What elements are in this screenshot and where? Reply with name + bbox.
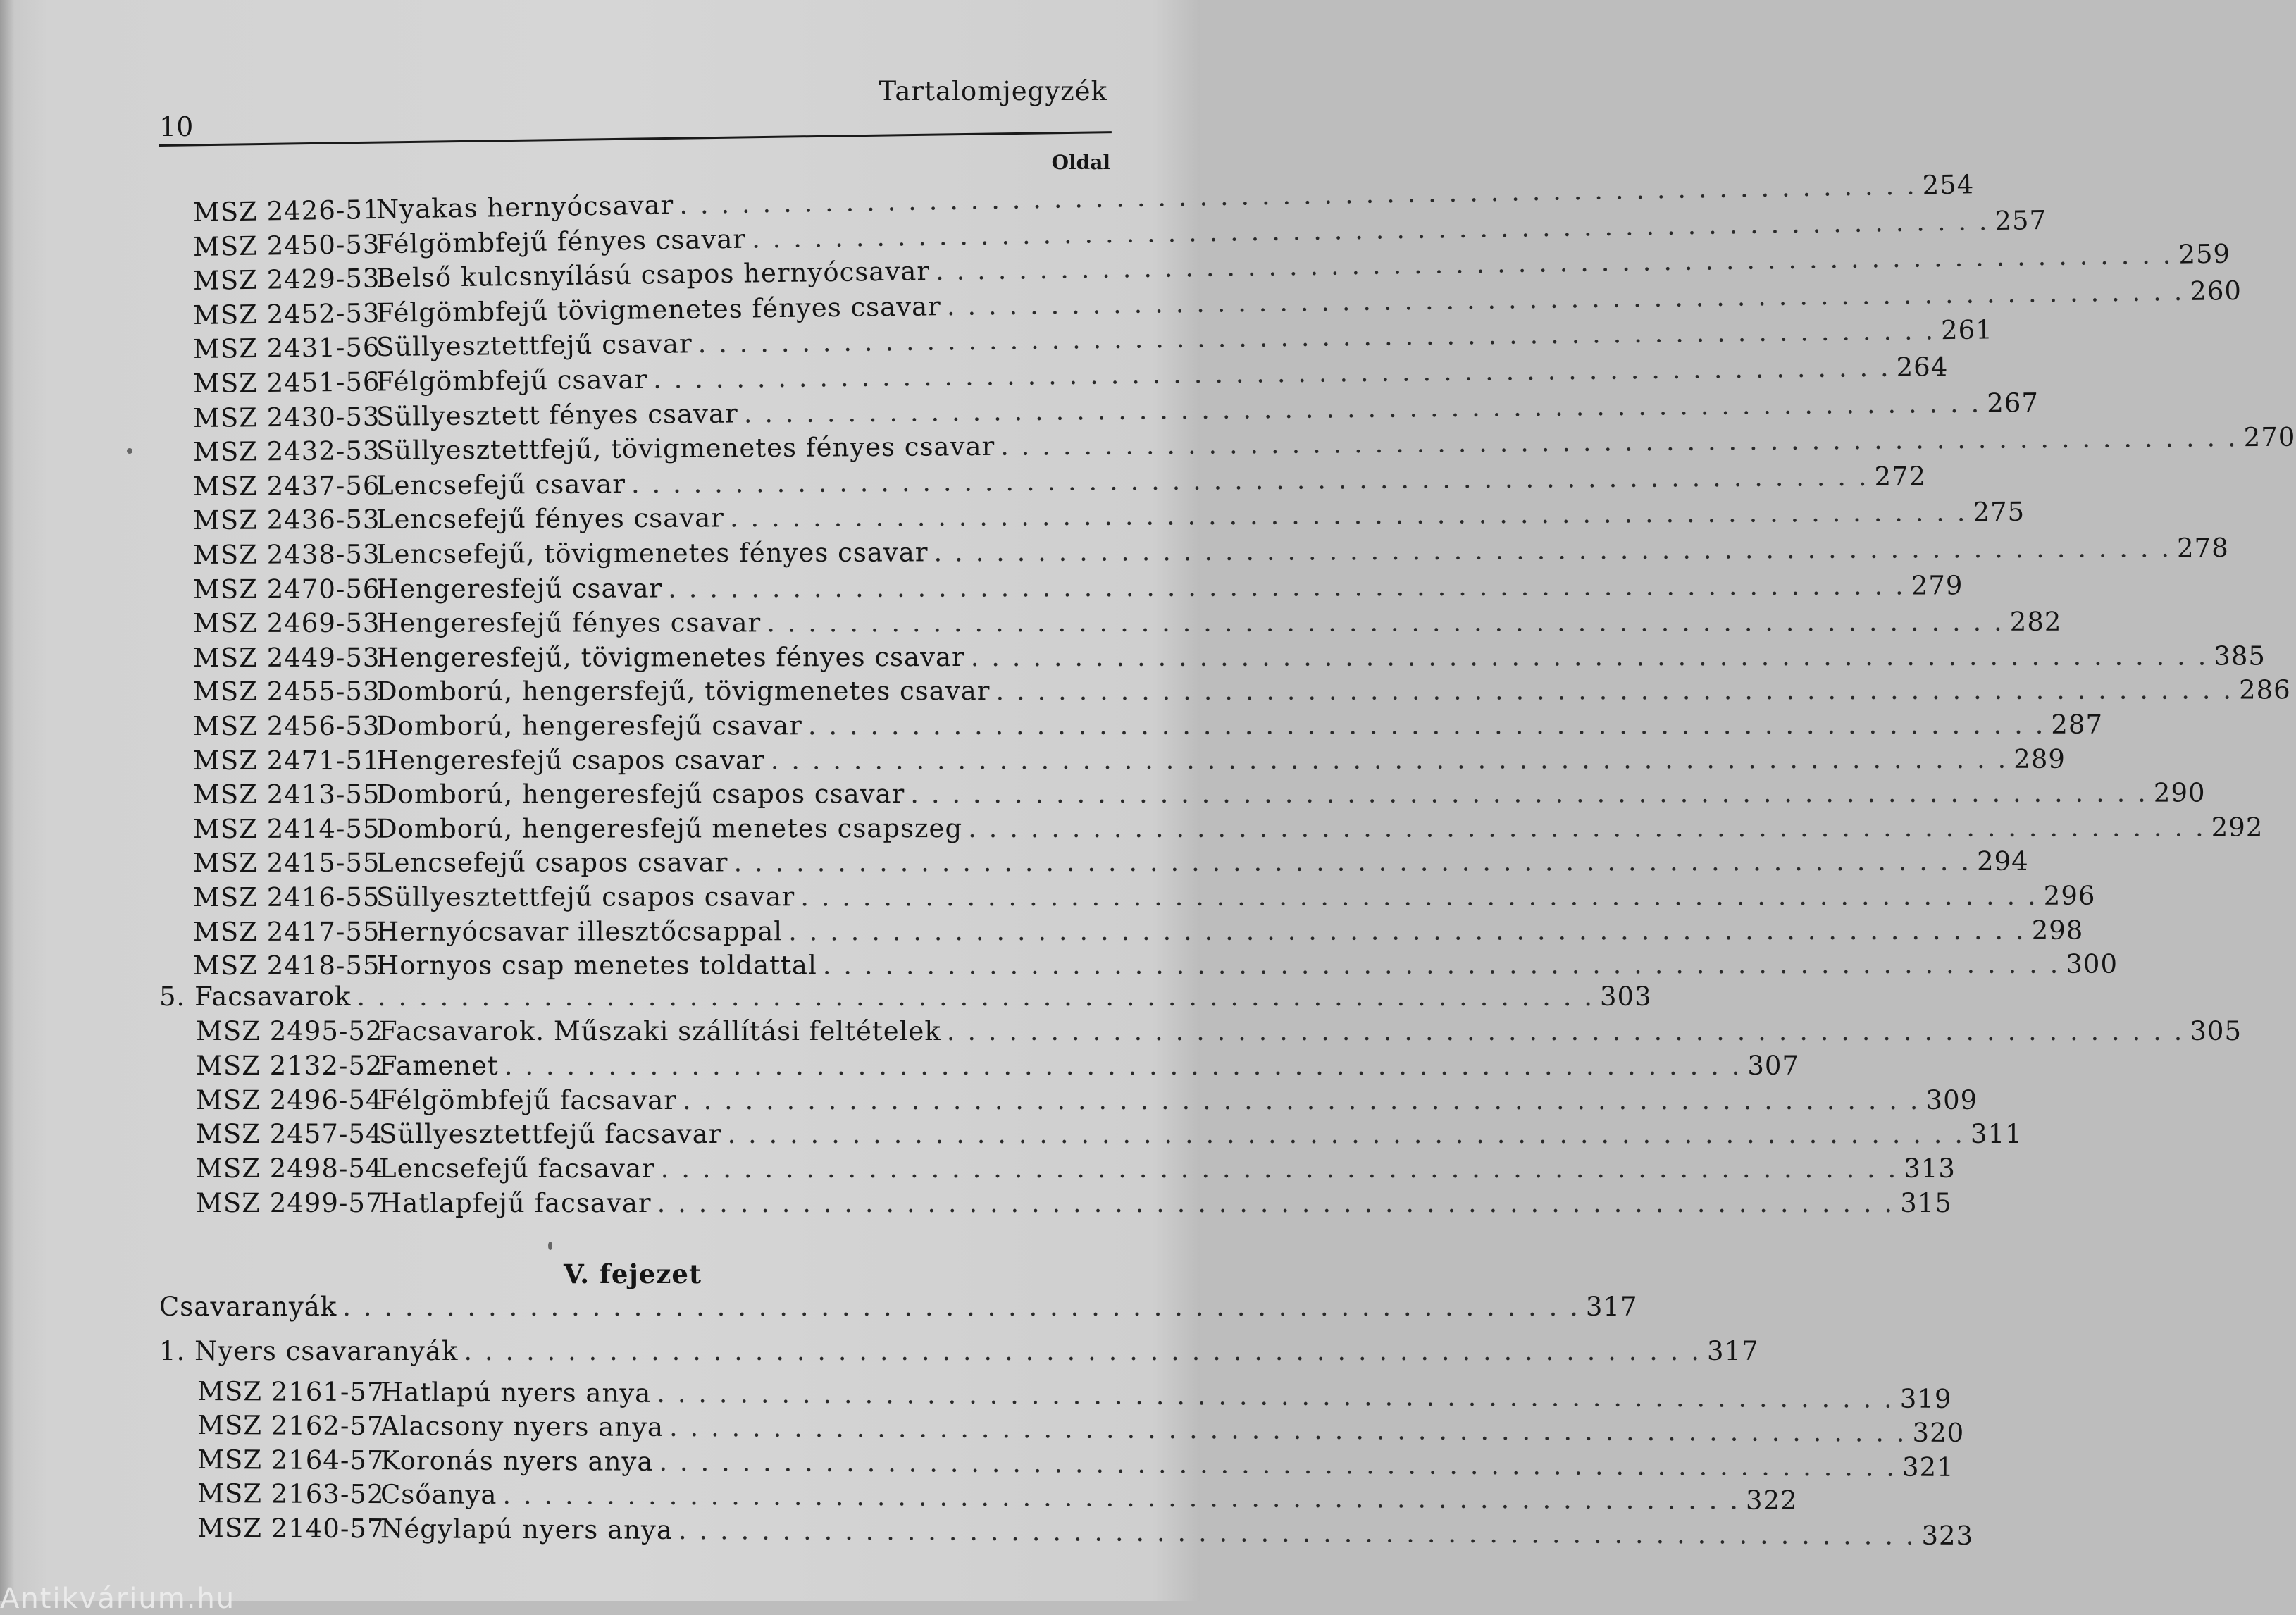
header-rule — [159, 131, 1112, 147]
entry-code: MSZ 2456-53 — [192, 710, 380, 741]
entry-title: Süllyesztettfejű facsavar — [379, 1119, 722, 1150]
toc-entry — [192, 674, 2291, 710]
entry-page-number: 317 — [1585, 1292, 1638, 1322]
entry-title: Domború, hengeresfejű menetes csapszeg — [376, 812, 963, 844]
entry-page-number: 294 — [1977, 846, 2029, 877]
dot-leader: . . . . . . . . . . . . . . . . . . . . . . . . . . . . . . . . . . . . . . . . . . . . . . . . . . . . . . . . . . . . — [968, 812, 2206, 843]
entry-title: Süllyesztettfejű csavar — [376, 328, 693, 363]
entry-title: Hornyos csap menetes toldattal — [376, 950, 817, 981]
entry-code: MSZ 2432-53 — [192, 435, 380, 468]
entry-title: Hatlapfejű facsavar — [379, 1188, 652, 1218]
toc-entry — [192, 532, 2229, 574]
entry-title: 5. Facsavarok — [159, 982, 352, 1012]
entry-code: MSZ 2496-54 — [196, 1084, 383, 1115]
entry-page-number: 279 — [1911, 569, 1963, 601]
dot-leader: . . . . . . . . . . . . . . . . . . . . . . . . . . . . . . . . . . . . . . . . . . . . . . . . . . . . . . . . . . . . — [946, 1016, 2185, 1046]
entry-page-number: 303 — [1600, 982, 1652, 1012]
entry-page-number: 282 — [2009, 606, 2062, 637]
entry-code: MSZ 2469-53 — [192, 607, 380, 639]
entry-code: MSZ 2429-53 — [192, 263, 380, 297]
entry-page-number: 286 — [2239, 674, 2291, 705]
dot-leader: . . . . . . . . . . . . . . . . . . . . . . . . . . . . . . . . . . . . . . . . . . . . . . . . . . . . . . . . . . . . — [733, 846, 1972, 878]
entry-title: Hengeresfejű csavar — [376, 573, 663, 605]
entry-title: Csavaranyák — [159, 1292, 337, 1322]
toc-entry — [196, 1188, 1952, 1222]
entry-code: MSZ 2431-56 — [192, 332, 380, 365]
entry-code: MSZ 2452-53 — [192, 297, 380, 330]
entry-code: MSZ 2430-53 — [192, 401, 380, 433]
entry-title: Lencsefejű csapos csavar — [376, 847, 728, 879]
entry-title: Hengeresfejű csapos csavar — [376, 744, 765, 776]
entry-page-number: 385 — [2214, 641, 2266, 672]
entry-title: Lencsefejű, tövigmenetes fényes csavar — [376, 537, 929, 570]
entry-code: MSZ 2451-56 — [192, 366, 380, 399]
entry-code: MSZ 2163-52 — [197, 1478, 385, 1510]
dot-leader: . . . . . . . . . . . . . . . . . . . . . . . . . . . . . . . . . . . . . . . . . . . . . . . . . . . . . . . . . . . . — [657, 1378, 1894, 1414]
dot-leader: . . . . . . . . . . . . . . . . . . . . . . . . . . . . . . . . . . . . . . . . . . . . . . . . . . . . . . . . . . . . — [727, 1119, 1966, 1150]
entry-code: MSZ 2449-53 — [192, 642, 380, 673]
toc-entry — [196, 1084, 1978, 1119]
toc-entry — [192, 641, 2266, 676]
entry-page-number: 313 — [1904, 1153, 1956, 1184]
entry-page-number: 307 — [1747, 1050, 1800, 1081]
dot-leader: . . . . . . . . . . . . . . . . . . . . . . . . . . . . . . . . . . . . . . . . . . . . . . . . . . . . . . . . . . . . — [910, 777, 2148, 810]
dot-leader: . . . . . . . . . . . . . . . . . . . . . . . . . . . . . . . . . . . . . . . . . . . . . . . . . . . . . . . . . . . . — [678, 170, 1917, 221]
dot-leader: . . . . . . . . . . . . . . . . . . . . . . . . . . . . . . . . . . . . . . . . . . . . . . . . . . . . . . . . . . . . — [822, 948, 2061, 981]
toc-entry — [192, 846, 2029, 881]
dot-leader: . . . . . . . . . . . . . . . . . . . . . . . . . . . . . . . . . . . . . . . . . . . . . . . . . . . . . . . . . . . . — [652, 352, 1891, 395]
toc-entry — [192, 606, 2062, 642]
entry-code: MSZ 2417-55 — [192, 916, 380, 947]
entry-page-number: 317 — [1706, 1336, 1759, 1366]
entry-page-number: 272 — [1874, 461, 1927, 492]
entry-title: Hengeresfejű, tövigmenetes fényes csavar — [376, 641, 965, 673]
dot-leader: . . . . . . . . . . . . . . . . . . . . . . . . . . . . . . . . . . . . . . . . . . . . . . . . . . . . . . . . . . . . — [504, 1050, 1742, 1081]
entry-title: Félgömbfejű tövigmenetes fényes csavar — [376, 291, 942, 328]
entry-title: Domború, hengersfejű, tövigmenetes csavar — [376, 676, 991, 707]
entry-title: Félgömbfejű facsavar — [379, 1084, 677, 1115]
toc-entry — [192, 777, 2206, 813]
toc-entry — [192, 387, 2040, 437]
entry-page-number: 292 — [2211, 812, 2264, 843]
entry-page-number: 323 — [1921, 1520, 1974, 1551]
entry-title: Félgömbfejű csavar — [376, 364, 648, 397]
dot-leader: . . . . . . . . . . . . . . . . . . . . . . . . . . . . . . . . . . . . . . . . . . . . . . . . . . . . . . . . . . . . — [356, 982, 1594, 1012]
entry-code: MSZ 2495-52 — [196, 1016, 383, 1046]
entry-title: Belső kulcsnyílású csapos hernyócsavar — [376, 256, 931, 294]
dot-leader: . . . . . . . . . . . . . . . . . . . . . . . . . . . . . . . . . . . . . . . . . . . . . . . . . . . . . . . . . . . . — [935, 239, 2173, 287]
entry-code: MSZ 2416-55 — [192, 881, 380, 912]
toc-entry — [196, 1016, 2242, 1050]
entry-code: MSZ 2471-51 — [192, 745, 380, 776]
running-title: Tartalomjegyzék — [879, 76, 1107, 106]
entry-title: Hernyócsavar illesztőcsappal — [376, 915, 783, 947]
dot-leader: . . . . . . . . . . . . . . . . . . . . . . . . . . . . . . . . . . . . . . . . . . . . . . . . . . . . . . . . . . . . — [807, 709, 2046, 741]
toc-entry — [197, 1444, 1954, 1483]
entry-code: MSZ 2455-53 — [192, 676, 380, 707]
entry-code: MSZ 2162-57 — [197, 1410, 385, 1442]
entry-code: MSZ 2437-56 — [192, 470, 380, 502]
entry-page-number: 267 — [1987, 387, 2040, 419]
entry-code: MSZ 2418-55 — [192, 950, 380, 982]
entry-code: MSZ 2470-56 — [192, 573, 380, 605]
entry-page-number: 261 — [1940, 314, 1993, 346]
dot-leader: . . . . . . . . . . . . . . . . . . . . . . . . . . . . . . . . . . . . . . . . . . . . . . . . . . . . . . . . . . . . — [697, 315, 1936, 359]
entry-title: Lencsefejű csavar — [376, 469, 626, 501]
entry-page-number: 275 — [1973, 497, 2025, 528]
entry-page-number: 257 — [1994, 204, 2047, 236]
entry-code: MSZ 2415-55 — [192, 848, 380, 879]
entry-title: Süllyesztettfejű, tövigmenetes fényes csavar — [376, 431, 995, 466]
dot-leader: . . . . . . . . . . . . . . . . . . . . . . . . . . . . . . . . . . . . . . . . . . . . . . . . . . . . . . . . . . . . — [751, 205, 1990, 254]
section-heading-row — [159, 982, 1652, 1015]
entry-page-number: 278 — [2176, 532, 2229, 564]
entry-page-number: 290 — [2153, 777, 2206, 808]
entry-page-number: 321 — [1901, 1452, 1954, 1483]
toc-entry — [192, 948, 2118, 984]
entry-title: Süllyesztettfejű csapos csavar — [376, 881, 795, 912]
entry-title: Félgömbfejű fényes csavar — [376, 223, 747, 259]
dot-leader: . . . . . . . . . . . . . . . . . . . . . . . . . . . . . . . . . . . . . . . . . . . . . . . . . . . . . . . . . . . . — [342, 1292, 1580, 1322]
entry-page-number: 270 — [2243, 421, 2296, 453]
ink-speck — [548, 1242, 552, 1250]
entry-title: Nyakas hernyócsavar — [376, 190, 674, 225]
entry-code: MSZ 2499-57 — [196, 1188, 383, 1218]
dot-leader: . . . . . . . . . . . . . . . . . . . . . . . . . . . . . . . . . . . . . . . . . . . . . . . . . . . . . . . . . . . . — [743, 388, 1982, 429]
entry-page-number: 287 — [2051, 709, 2104, 740]
ink-speck — [127, 448, 132, 454]
dot-leader: . . . . . . . . . . . . . . . . . . . . . . . . . . . . . . . . . . . . . . . . . . . . . . . . . . . . . . . . . . . . — [669, 1412, 1907, 1448]
entry-code: MSZ 2438-53 — [192, 539, 380, 570]
toc-entry — [197, 1410, 1965, 1449]
entry-page-number: 315 — [1900, 1188, 1952, 1218]
entry-page-number: 254 — [1922, 169, 1975, 201]
entry-code: MSZ 2161-57 — [197, 1376, 385, 1408]
section-heading-row — [159, 1336, 1759, 1370]
entry-title: Csőanya — [380, 1479, 497, 1511]
toc-entry — [192, 421, 2296, 471]
entry-page-number: 305 — [2190, 1016, 2242, 1046]
entry-title: Koronás nyers anya — [380, 1444, 654, 1477]
entry-page-number: 264 — [1896, 352, 1949, 383]
entry-title: Facsavarok. Műszaki szállítási feltételek — [379, 1016, 941, 1046]
dot-leader: . . . . . . . . . . . . . . . . . . . . . . . . . . . . . . . . . . . . . . . . . . . . . . . . . . . . . . . . . . . . — [995, 674, 2234, 707]
dot-leader: . . . . . . . . . . . . . . . . . . . . . . . . . . . . . . . . . . . . . . . . . . . . . . . . . . . . . . . . . . . . — [668, 570, 1906, 604]
entry-page-number: 322 — [1745, 1485, 1798, 1516]
entry-title: Domború, hengeresfejű csapos csavar — [376, 779, 905, 810]
entry-page-number: 319 — [1899, 1383, 1952, 1414]
entry-title: Süllyesztett fényes csavar — [376, 398, 738, 432]
toc-entry — [192, 569, 1963, 608]
entry-page-number: 289 — [2013, 743, 2066, 774]
dot-leader: . . . . . . . . . . . . . . . . . . . . . . . . . . . . . . . . . . . . . . . . . . . . . . . . . . . . . . . . . . . . — [659, 1446, 1897, 1483]
entry-page-number: 259 — [2178, 238, 2231, 270]
dot-leader: . . . . . . . . . . . . . . . . . . . . . . . . . . . . . . . . . . . . . . . . . . . . . . . . . . . . . . . . . . . . — [729, 497, 1968, 533]
chapter-heading: V. fejezet — [564, 1258, 702, 1289]
dot-leader: . . . . . . . . . . . . . . . . . . . . . . . . . . . . . . . . . . . . . . . . . . . . . . . . . . . . . . . . . . . . — [770, 743, 2009, 775]
entry-page-number: 309 — [1925, 1084, 1978, 1115]
dot-leader: . . . . . . . . . . . . . . . . . . . . . . . . . . . . . . . . . . . . . . . . . . . . . . . . . . . . . . . . . . . . — [678, 1514, 1916, 1551]
entry-page-number: 298 — [2031, 915, 2084, 946]
entry-title: Négylapú nyers anya — [380, 1513, 674, 1545]
toc-entry — [192, 915, 2084, 950]
toc-entry — [192, 812, 2264, 848]
toc-entry — [192, 497, 2025, 539]
entry-code: MSZ 2498-54 — [196, 1153, 383, 1184]
entry-code: MSZ 2164-57 — [197, 1444, 385, 1475]
toc-entry — [196, 1153, 1956, 1187]
toc-entry — [196, 1050, 1800, 1084]
entry-title: Famenet — [379, 1050, 499, 1081]
toc-entry — [192, 461, 1927, 505]
dot-leader: . . . . . . . . . . . . . . . . . . . . . . . . . . . . . . . . . . . . . . . . . . . . . . . . . . . . . . . . . . . . — [933, 533, 2172, 568]
dot-leader: . . . . . . . . . . . . . . . . . . . . . . . . . . . . . . . . . . . . . . . . . . . . . . . . . . . . . . . . . . . . — [767, 606, 2004, 638]
toc-entry — [196, 1119, 2023, 1153]
entry-code: MSZ 2414-55 — [192, 813, 380, 844]
entry-page-number: 320 — [1912, 1418, 1965, 1449]
chapter-title-row — [159, 1292, 1638, 1325]
column-label-oldal: Oldal — [1051, 151, 1110, 174]
page-number: 10 — [159, 111, 194, 142]
entry-title: Hengeresfejű fényes csavar — [376, 607, 762, 638]
dot-leader: . . . . . . . . . . . . . . . . . . . . . . . . . . . . . . . . . . . . . . . . . . . . . . . . . . . . . . . . . . . . — [1000, 422, 2238, 462]
entry-title: Domború, hengeresfejű csavar — [376, 710, 802, 741]
dot-leader: . . . . . . . . . . . . . . . . . . . . . . . . . . . . . . . . . . . . . . . . . . . . . . . . . . . . . . . . . . . . — [631, 461, 1869, 500]
entry-title: Lencsefejű facsavar — [379, 1153, 655, 1184]
entry-title: Hatlapú nyers anya — [380, 1377, 652, 1409]
entry-title: Alacsony nyers anya — [380, 1411, 664, 1443]
dot-leader: . . . . . . . . . . . . . . . . . . . . . . . . . . . . . . . . . . . . . . . . . . . . . . . . . . . . . . . . . . . . — [464, 1336, 1701, 1366]
entry-code: MSZ 2436-53 — [192, 505, 380, 536]
entry-page-number: 296 — [2043, 880, 2096, 911]
entry-code: MSZ 2426-51 — [192, 194, 380, 228]
dot-leader: . . . . . . . . . . . . . . . . . . . . . . . . . . . . . . . . . . . . . . . . . . . . . . . . . . . . . . . . . . . . — [788, 915, 2026, 946]
toc-entry — [197, 1512, 1974, 1551]
toc-entry — [192, 709, 2104, 745]
dot-leader: . . . . . . . . . . . . . . . . . . . . . . . . . . . . . . . . . . . . . . . . . . . . . . . . . . . . . . . . . . . . — [970, 641, 2209, 672]
watermark: Antikvárium.hu — [0, 1583, 236, 1615]
entry-page-number: 311 — [1971, 1119, 2023, 1150]
entry-page-number: 260 — [2190, 275, 2242, 307]
entry-code: MSZ 2450-53 — [192, 228, 380, 262]
dot-leader: . . . . . . . . . . . . . . . . . . . . . . . . . . . . . . . . . . . . . . . . . . . . . . . . . . . . . . . . . . . . — [660, 1153, 1899, 1184]
entry-code: MSZ 2457-54 — [196, 1119, 383, 1150]
entry-code: MSZ 2140-57 — [197, 1512, 385, 1544]
toc-entry — [197, 1478, 1798, 1516]
dot-leader: . . . . . . . . . . . . . . . . . . . . . . . . . . . . . . . . . . . . . . . . . . . . . . . . . . . . . . . . . . . . — [946, 276, 2185, 321]
dot-leader: . . . . . . . . . . . . . . . . . . . . . . . . . . . . . . . . . . . . . . . . . . . . . . . . . . . . . . . . . . . . — [800, 880, 2038, 912]
toc-entry — [192, 880, 2096, 916]
entry-title: 1. Nyers csavaranyák — [159, 1336, 459, 1366]
entry-code: MSZ 2132-52 — [196, 1050, 383, 1081]
dot-leader: . . . . . . . . . . . . . . . . . . . . . . . . . . . . . . . . . . . . . . . . . . . . . . . . . . . . . . . . . . . . — [682, 1084, 1920, 1115]
dot-leader: . . . . . . . . . . . . . . . . . . . . . . . . . . . . . . . . . . . . . . . . . . . . . . . . . . . . . . . . . . . . — [657, 1188, 1895, 1218]
entry-code: MSZ 2413-55 — [192, 779, 380, 810]
toc-entry — [197, 1376, 1952, 1414]
toc-entry — [192, 743, 2066, 779]
entry-page-number: 300 — [2066, 948, 2118, 979]
entry-title: Lencsefejű fényes csavar — [376, 502, 725, 536]
dot-leader: . . . . . . . . . . . . . . . . . . . . . . . . . . . . . . . . . . . . . . . . . . . . . . . . . . . . . . . . . . . . — [502, 1480, 1741, 1516]
